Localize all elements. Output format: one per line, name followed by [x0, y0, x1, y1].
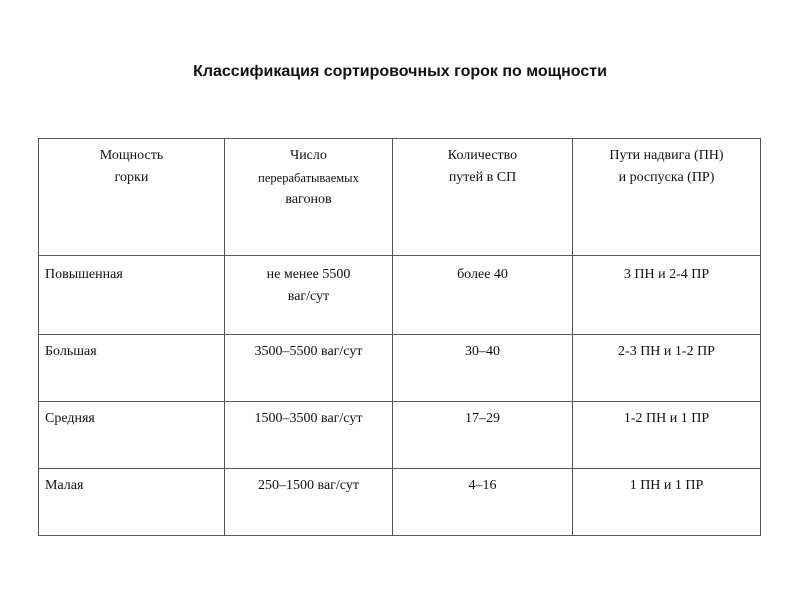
header-text: Количество — [447, 148, 518, 163]
header-text: и роспуска (ПР) — [618, 170, 715, 185]
header-text: перерабатываемых — [258, 171, 359, 185]
table-row — [39, 402, 761, 469]
cell-wagons: 1500–3500 ваг/сут — [225, 402, 393, 469]
cell-tracks: более 40 — [393, 256, 573, 335]
cell-tracks: 30–40 — [393, 335, 573, 402]
cell-push-release: 2-3 ПН и 1-2 ПР — [573, 335, 761, 402]
header-text: вагонов — [285, 192, 332, 207]
cell-push-release: 1 ПН и 1 ПР — [573, 469, 761, 536]
header-text: Число — [290, 148, 327, 163]
header-text: горки — [114, 170, 149, 185]
cell-capacity: Средняя — [39, 402, 225, 469]
header-wagons — [225, 139, 393, 256]
table-row — [39, 469, 761, 536]
header-text: путей в СП — [448, 170, 517, 185]
cell-capacity: Большая — [39, 335, 225, 402]
cell-text: не менее 5500 — [266, 267, 351, 282]
header-push-release — [573, 139, 761, 256]
header-tracks — [393, 139, 573, 256]
cell-push-release: 3 ПН и 2-4 ПР — [573, 256, 761, 335]
classification-table — [38, 138, 761, 536]
page-title: Классификация сортировочных горок по мощности — [193, 63, 607, 80]
header-text: Мощность — [99, 148, 164, 163]
cell-wagons — [225, 256, 393, 335]
cell-push-release: 1-2 ПН и 1 ПР — [573, 402, 761, 469]
cell-wagons: 3500–5500 ваг/сут — [225, 335, 393, 402]
cell-text: ваг/сут — [287, 289, 330, 304]
table-row — [39, 256, 761, 335]
cell-capacity: Повышенная — [39, 256, 225, 335]
cell-wagons: 250–1500 ваг/сут — [225, 469, 393, 536]
cell-capacity: Малая — [39, 469, 225, 536]
table-row — [39, 335, 761, 402]
cell-tracks: 17–29 — [393, 402, 573, 469]
table-header-row — [39, 139, 761, 256]
header-capacity — [39, 139, 225, 256]
cell-tracks: 4–16 — [393, 469, 573, 536]
header-text: Пути надвига (ПН) — [609, 148, 724, 163]
